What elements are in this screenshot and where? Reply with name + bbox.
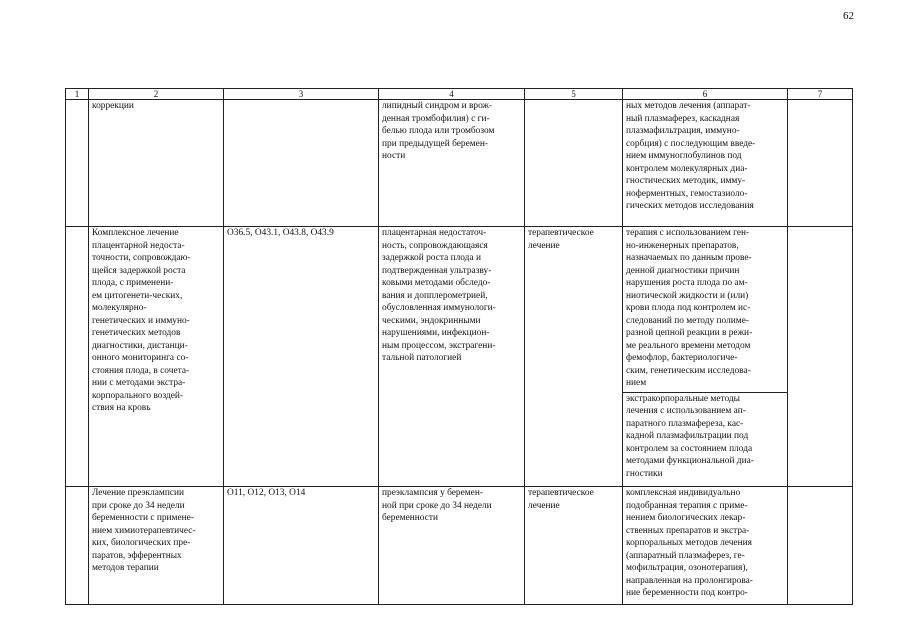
row-number-cell [66,100,89,227]
row-number-cell [66,487,89,605]
patient-model-cell: липидный синдром и врож- денная тромбофилия) с ги- белью плода или тромбозом при предыдущей беремен- ности [379,100,525,227]
norm-cell [788,487,853,605]
table-row [66,100,853,227]
icd-code-cell: O36.5, O43.1, O43.8, O43.9 [224,227,379,487]
table-row [66,227,853,487]
page-number: 62 [843,10,854,22]
patient-model-cell: преэклампсия у беремен- ной при сроке до 34 недели беременности [379,487,525,605]
treatment-method-cell [623,100,788,227]
treatment-method-text: ных методов лечения (аппарат- ный плазмаферез, каскадная плазмафильтрация, иммуно- сорбция) с последующим введе- нием иммуноглобулинов под контролем молекулярных диа- гностических методик, имму- ноферментных, гемостазиоло- гических методов исследования [626,101,756,211]
column-header-6: 6 [623,89,788,100]
column-header-4: 4 [379,89,525,100]
patient-model-cell: плацентарная недостаточ- ность, сопровождающаяся задержкой роста плода и подтвержденная ультразву- ковыми методами обследо- вания и допплерометрией, обусловленная иммунологи- ческими, эндокринными нарушениями, инфекцион- ным процессом, экстрагени- тальной патологией [379,227,525,487]
treatment-name-cell: коррекции [89,100,224,227]
treatment-name-cell: Комплексное лечение плацентарной недоста- точности, сопровождаю- щейся задержкой роста плода, с применени- ем цитогенети-ческих, молекулярно- генетических и иммуно- генетических методов диагностики, дистанци- онного мониторинга со- стояния плода, в сочета- нии с методами экстра- корпорального воздей- ствия на кровь [89,227,224,487]
treatment-method-text-extra: экстракорпоральные методы лечения с использованием ап- паратного плазмафереза, кас- кадной плазмафильтрации под контролем за состоянием плода методами функциональной диа- гностики [623,392,787,481]
treatment-method-text: терапия с использованием ген- но-инженерных препаратов, назначаемых по данным прове- денной диагностики причин нарушения роста плода по ам- ниотической жидкости и (или) крови плода под контролем ис- следований по методу полиме- разной цепной реакции в режи- ме реального времени методом фемофлор, бактериологиче- ским, генетическим исследова- нием [626,228,753,388]
norm-cell [788,100,853,227]
column-header-5: 5 [525,89,623,100]
treatment-type-cell: терапевтическое лечение [525,487,623,605]
treatment-type-cell [525,100,623,227]
column-header-2: 2 [89,89,224,100]
icd-code-cell: O11, O12, O13, O14 [224,487,379,605]
treatment-method-cell [623,227,788,487]
column-header-7: 7 [788,89,853,100]
medical-care-table [65,88,853,605]
row-number-cell [66,227,89,487]
column-header-3: 3 [224,89,379,100]
treatment-method-cell [623,487,788,605]
treatment-type-cell: терапевтическое лечение [525,227,623,487]
treatment-method-text: комплексная индивидуально подобранная терапия с приме- нением биологических лекар- ственных препаратов и экстра- корпоральных методов лечения (аппаратный плазмаферез, ге- мофильтрация, озонотерапия), направленная на пролонгирова- ние беременности под контро- [626,488,753,598]
icd-code-cell [224,100,379,227]
column-header-1: 1 [66,89,89,100]
column-number-row [66,89,853,100]
treatment-name-cell: Лечение преэклампсии при сроке до 34 недели беременности с примене- нием химиотерапевтичес- ких, биологических пре- паратов, эфферентных методов терапии [89,487,224,605]
norm-cell [788,227,853,487]
table-row [66,487,853,605]
